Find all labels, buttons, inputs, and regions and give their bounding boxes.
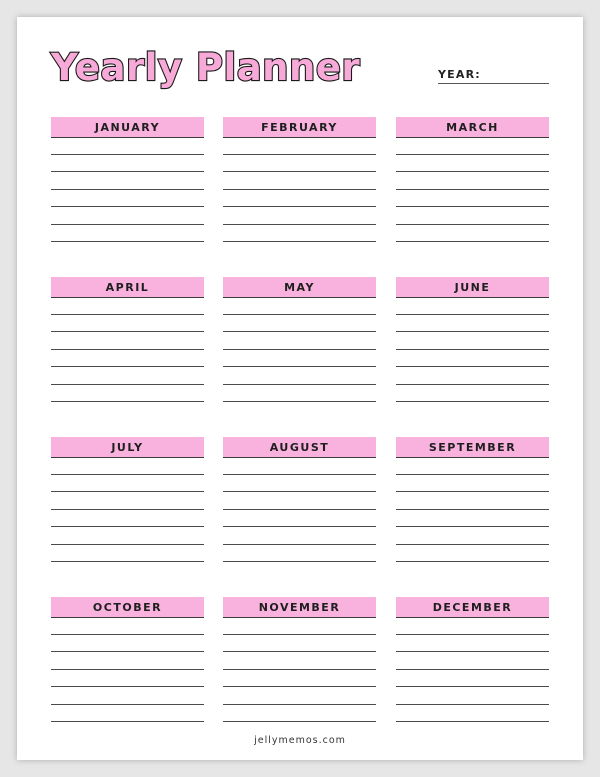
writing-lines[interactable] [51, 634, 204, 722]
month-header: FEBRUARY [223, 117, 376, 138]
month-header: JULY [51, 437, 204, 458]
year-label: YEAR: [438, 68, 481, 81]
month-header: NOVEMBER [223, 597, 376, 618]
month-header: OCTOBER [51, 597, 204, 618]
planner-page [17, 17, 583, 760]
writing-lines[interactable] [51, 474, 204, 562]
writing-lines[interactable] [223, 154, 376, 242]
month-block-may [223, 277, 376, 402]
month-block-march [396, 117, 549, 242]
month-block-september [396, 437, 549, 562]
month-block-october [51, 597, 204, 722]
month-header: APRIL [51, 277, 204, 298]
month-header: MARCH [396, 117, 549, 138]
footer-website: jellymemos.com [254, 735, 346, 746]
month-block-august [223, 437, 376, 562]
writing-lines[interactable] [223, 474, 376, 562]
month-block-april [51, 277, 204, 402]
year-input-line[interactable] [438, 83, 549, 84]
writing-lines[interactable] [223, 634, 376, 722]
month-header: AUGUST [223, 437, 376, 458]
month-block-february [223, 117, 376, 242]
page-title: Yearly Planner [51, 46, 361, 89]
month-header: JANUARY [51, 117, 204, 138]
month-block-november [223, 597, 376, 722]
month-block-june [396, 277, 549, 402]
writing-lines[interactable] [396, 634, 549, 722]
month-block-july [51, 437, 204, 562]
writing-lines[interactable] [51, 154, 204, 242]
month-header: SEPTEMBER [396, 437, 549, 458]
month-header: DECEMBER [396, 597, 549, 618]
month-block-january [51, 117, 204, 242]
writing-lines[interactable] [396, 314, 549, 402]
month-header: JUNE [396, 277, 549, 298]
writing-lines[interactable] [51, 314, 204, 402]
writing-lines[interactable] [223, 314, 376, 402]
writing-lines[interactable] [396, 474, 549, 562]
month-block-december [396, 597, 549, 722]
month-header: MAY [223, 277, 376, 298]
writing-lines[interactable] [396, 154, 549, 242]
